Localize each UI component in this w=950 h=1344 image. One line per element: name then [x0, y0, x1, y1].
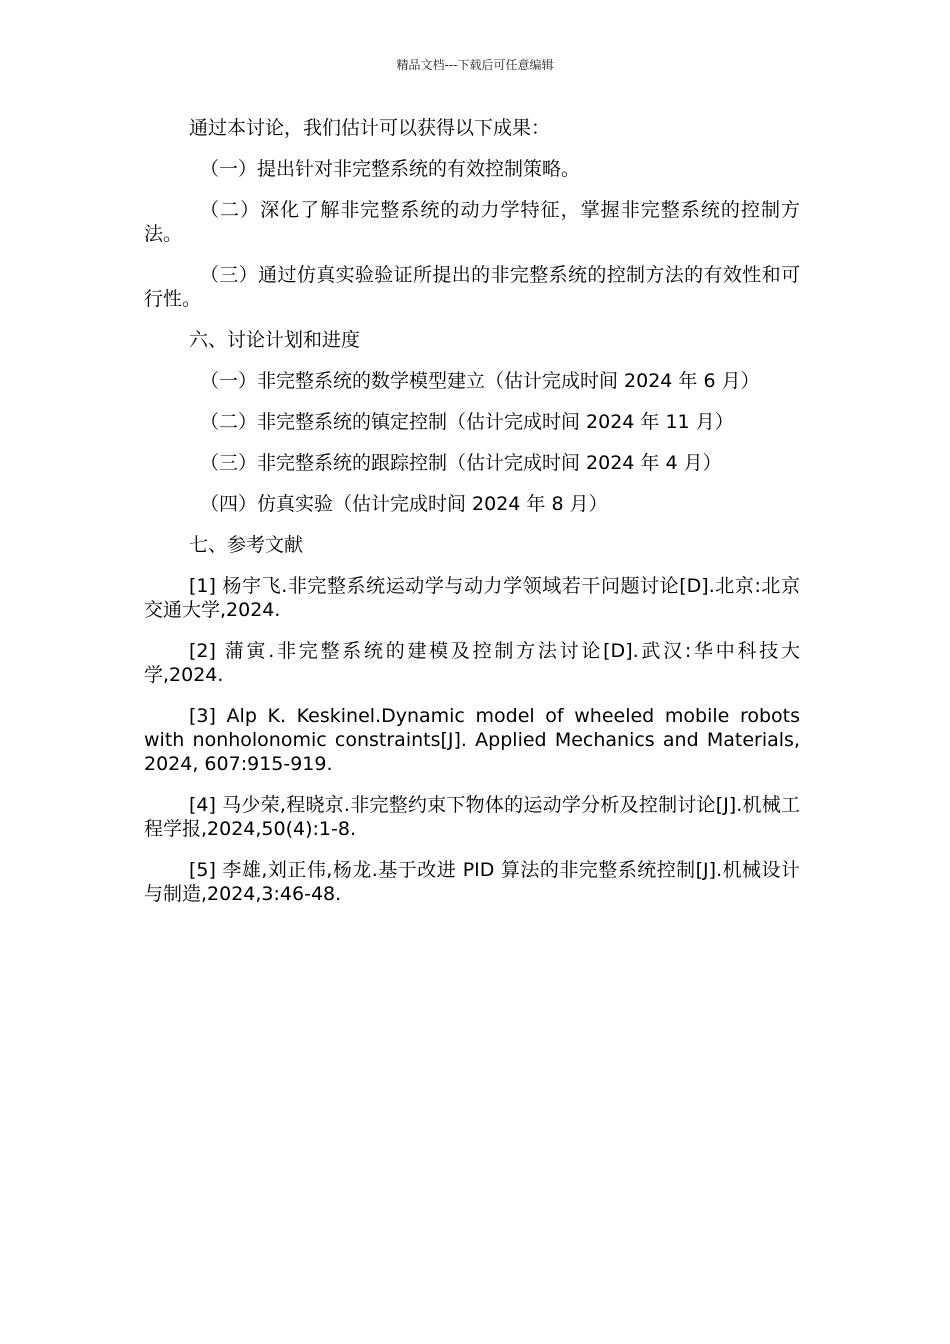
results-intro: 通过本讨论，我们估计可以获得以下成果： — [189, 117, 551, 139]
page-header: 精品文档---下载后可任意编辑 — [396, 58, 554, 72]
result-item-2: （二）深化了解非完整系统的动力学特征，掌握非完整系统的控制方法。 — [144, 199, 800, 245]
plan-item-4: （四）仿真实验（估计完成时间 2024 年 8 月） — [200, 493, 608, 515]
result-item-3: （三）通过仿真实验验证所提出的非完整系统的控制方法的有效性和可行性。 — [144, 264, 800, 310]
reference-1: [1] 杨宇飞.非完整系统运动学与动力学领域若干问题讨论[D].北京:北京交通大学,2024. — [144, 575, 800, 621]
plan-item-1: （一）非完整系统的数学模型建立（估计完成时间 2024 年 6 月） — [200, 370, 760, 392]
section-heading-references: 七、参考文献 — [189, 534, 304, 556]
result-item-1: （一）提出针对非完整系统的有效控制策略。 — [200, 158, 581, 180]
reference-5: [5] 李雄,刘正伟,杨龙.基于改进 PID 算法的非完整系统控制[J].机械设计与制造,2024,3:46-48. — [144, 859, 800, 905]
reference-2: [2] 蒲寅.非完整系统的建模及控制方法讨论[D].武汉:华中科技大学,2024. — [144, 640, 800, 686]
document-body — [144, 116, 800, 923]
section-heading-plan: 六、讨论计划和进度 — [189, 329, 361, 351]
reference-4: [4] 马少荣,程晓京.非完整约束下物体的运动学分析及控制讨论[J].机械工程学报,2024,50(4):1-8. — [144, 794, 800, 840]
plan-item-2: （二）非完整系统的镇定控制（估计完成时间 2024 年 11 月） — [200, 411, 734, 433]
reference-3: [3] Alp K. Keskinel.Dynamic model of wheeled mobile robots with nonholonomic constraints[J]. Applied Mechanics and Materials, 2024, 607:915-919. — [144, 705, 800, 775]
plan-item-3: （三）非完整系统的跟踪控制（估计完成时间 2024 年 4 月） — [200, 452, 722, 474]
